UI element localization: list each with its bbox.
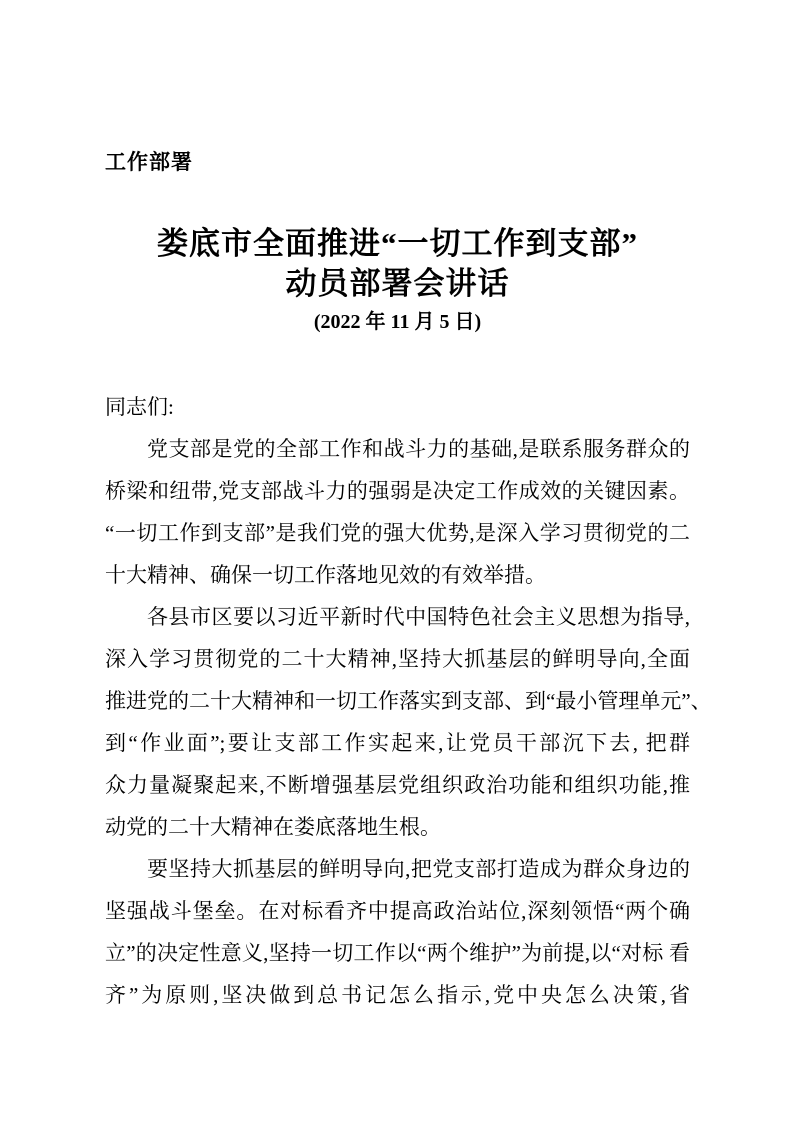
body-line: 到“作业面”;要让支部工作实起来,让党员干部沉下去, 把群 (105, 731, 690, 755)
body-line: 十大精神、确保一切工作落地见效的有效举措。 (105, 563, 546, 587)
document-title-line2: 动员部署会讲话 (285, 266, 510, 301)
paragraph (105, 596, 712, 848)
document-title-line1: 娄底市全面推进“一切工作到支部” (157, 226, 638, 261)
paragraph (105, 428, 690, 596)
body-line: 推进党的二十大精神和一切工作落实到支部、到“最小管理单元”、 (105, 689, 712, 713)
body-line: “一切工作到支部”是我们党的强大优势,是深入学习贯彻党的二 (105, 521, 690, 545)
category-label: 工作部署 (105, 151, 193, 174)
body-line: 要坚持大抓基层的鲜明导向,把党支部打造成为群众身边的 (147, 857, 690, 881)
body-line: 动党的二十大精神在娄底落地生根。 (105, 815, 441, 839)
paragraph (105, 848, 690, 1016)
body-line: 立”的决定性意义,坚持一切工作以“两个维护”为前提,以“对标 看 (105, 941, 690, 965)
body-line: 深入学习贯彻党的二十大精神,坚持大抓基层的鲜明导向,全面 (105, 647, 690, 671)
document-date: (2022 年 11 月 5 日) (313, 311, 482, 333)
body-line: 桥梁和纽带,党支部战斗力的强弱是决定工作成效的关键因素。 (105, 479, 690, 503)
salutation: 同志们: (105, 395, 174, 419)
body-line: 各县市区要以习近平新时代中国特色社会主义思想为指导, (147, 605, 690, 629)
body-line: 众力量凝聚起来,不断增强基层党组织政治功能和组织功能,推 (105, 773, 690, 797)
document-body (105, 386, 712, 1016)
body-line: 党支部是党的全部工作和战斗力的基础,是联系服务群众的 (147, 437, 690, 461)
body-line: 坚强战斗堡垒。在对标看齐中提高政治站位,深刻领悟“两个确 (105, 899, 690, 923)
body-line: 齐”为原则,坚决做到总书记怎么指示,党中央怎么决策,省 (105, 983, 690, 1007)
document-title (105, 224, 690, 304)
